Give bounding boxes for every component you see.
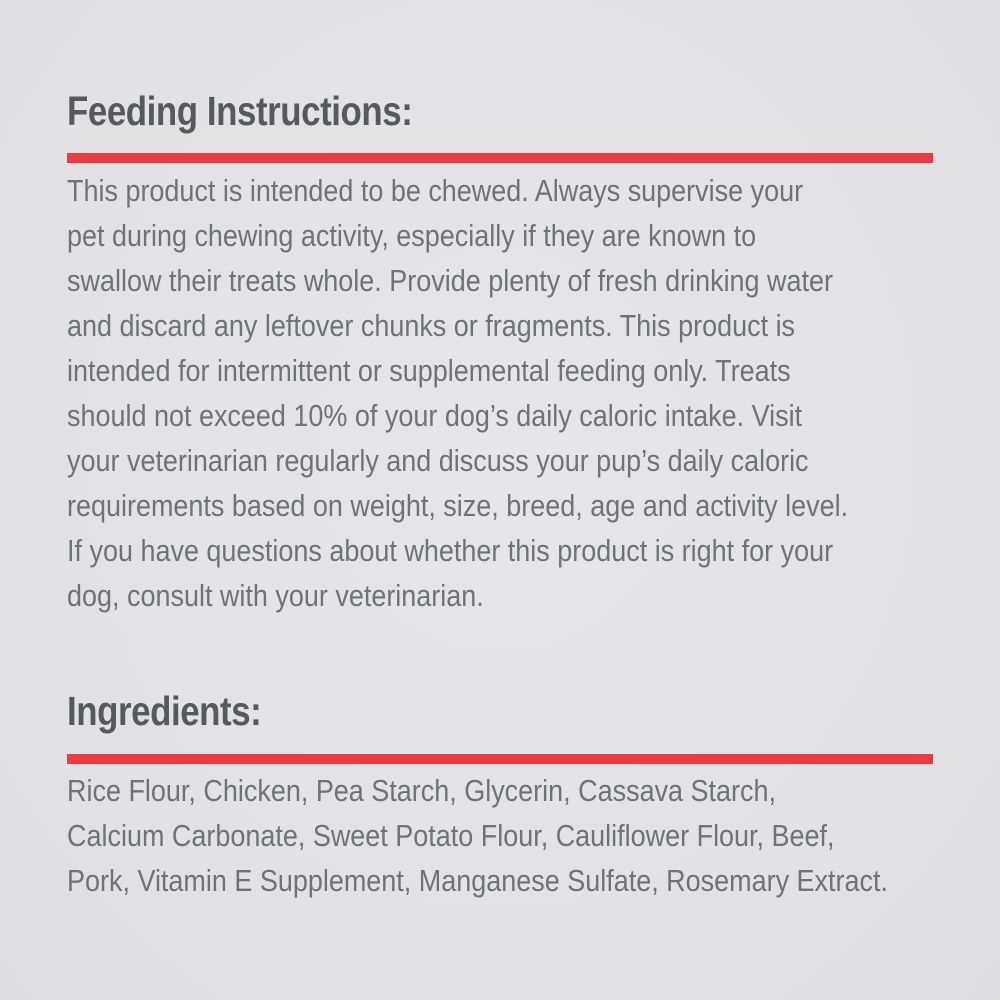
- feeding-instructions-heading: Feeding Instructions:: [67, 88, 413, 134]
- feeding-line: This product is intended to be chewed. Always supervise your: [67, 173, 804, 208]
- feeding-instructions-paragraph: [67, 168, 965, 618]
- feeding-line: swallow their treats whole. Provide plenty of fresh drinking water: [67, 263, 834, 298]
- ingredients-line: Rice Flour, Chicken, Pea Starch, Glycerin, Cassava Starch,: [67, 773, 776, 808]
- feeding-line: and discard any leftover chunks or fragments. This product is: [67, 308, 796, 343]
- ingredients-line: Pork, Vitamin E Supplement, Manganese Sulfate, Rosemary Extract.: [67, 863, 888, 898]
- feeding-line: should not exceed 10% of your dog’s daily caloric intake. Visit: [67, 398, 803, 433]
- ingredients-section-divider-bar: [67, 754, 933, 764]
- ingredients-line: Calcium Carbonate, Sweet Potato Flour, Cauliflower Flour, Beef,: [67, 818, 835, 853]
- feeding-line: your veterinarian regularly and discuss your pup’s daily caloric: [67, 443, 809, 478]
- feeding-line: requirements based on weight, size, breed, age and activity level.: [67, 488, 849, 523]
- feeding-line: intended for intermittent or supplemental feeding only. Treats: [67, 353, 791, 388]
- feeding-line: If you have questions about whether this product is right for your: [67, 533, 834, 568]
- ingredients-heading: Ingredients:: [67, 688, 262, 734]
- feeding-section-divider-bar: [67, 153, 933, 163]
- feeding-line: pet during chewing activity, especially if they are known to: [67, 218, 757, 253]
- feeding-line: dog, consult with your veterinarian.: [67, 578, 484, 613]
- ingredients-paragraph: [67, 768, 1000, 903]
